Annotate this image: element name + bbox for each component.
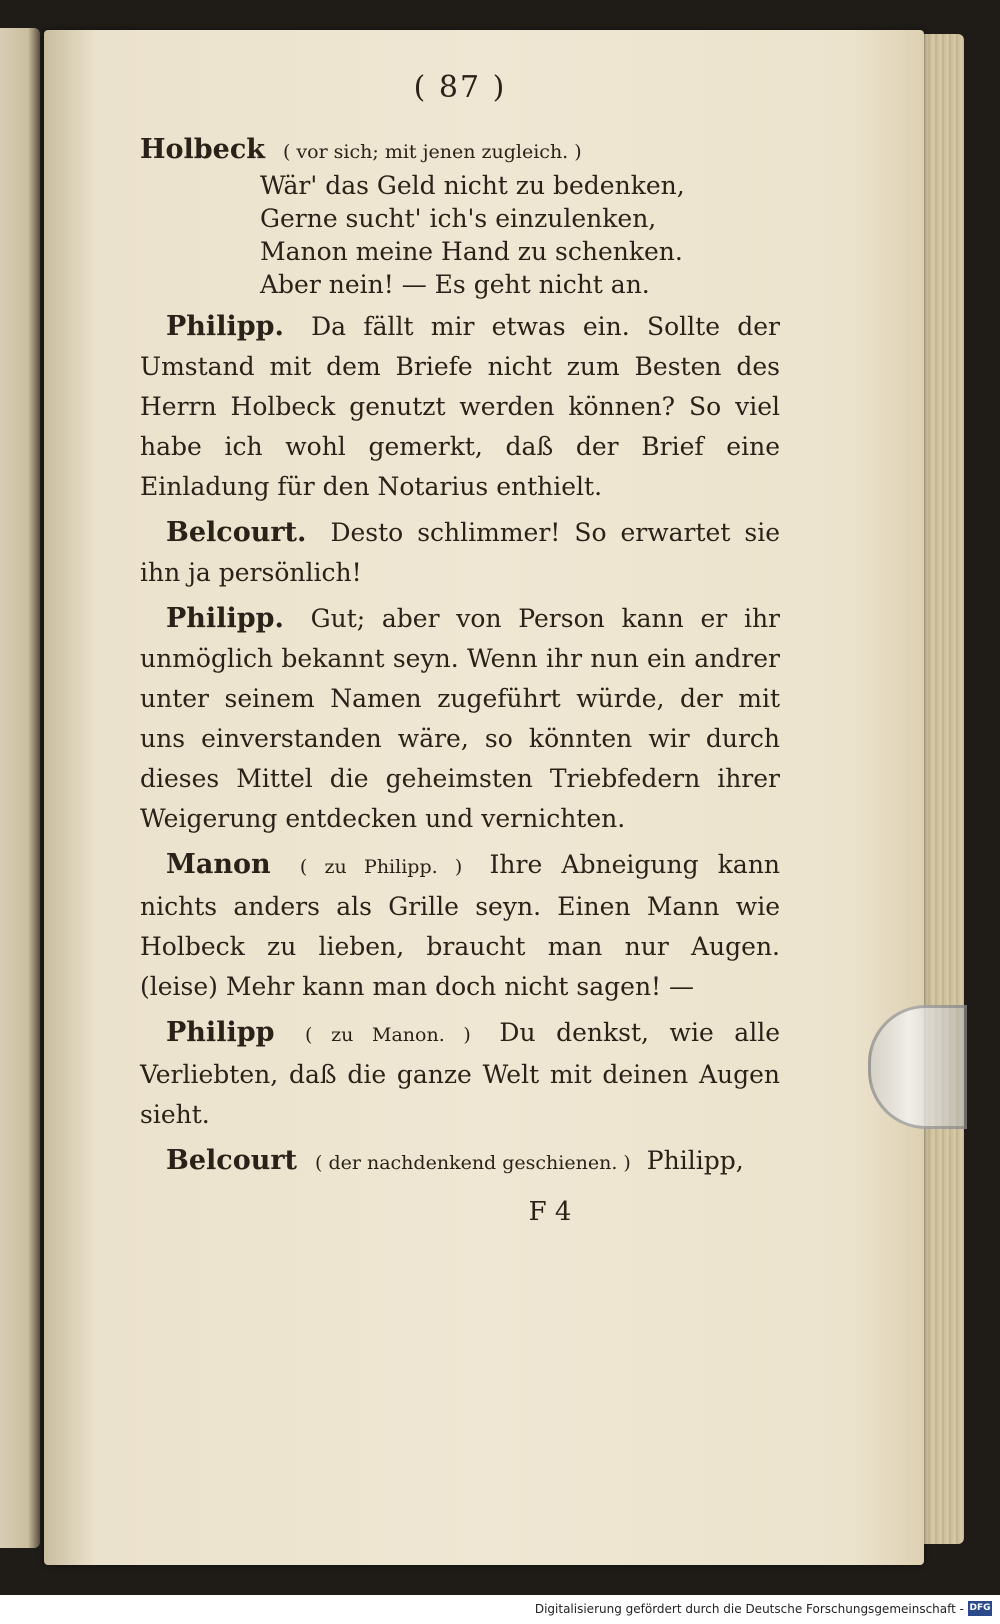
- stage-direction: ( zu Philipp. ): [299, 856, 463, 878]
- verse-line: Manon meine Hand zu schenken.: [260, 237, 683, 266]
- speaker-name: Belcourt.: [166, 517, 307, 548]
- verse-block: [260, 169, 780, 301]
- footer-bar: [0, 1595, 1000, 1624]
- page-clip: [868, 1005, 967, 1129]
- page-stack-edge: [924, 34, 964, 1544]
- dfg-logo-icon: DFG: [968, 1601, 992, 1616]
- speech-text: Du denkst, wie alle Verliebten, daß die ganze Welt mit deinen Augen sieht.: [140, 1018, 780, 1129]
- speech-philipp-1: [140, 307, 780, 507]
- speech-belcourt-1: [140, 513, 780, 593]
- speech-text: Da fällt mir etwas ein. Sollte der Umstand mit dem Briefe nicht zum Besten des Herrn Holbeck genutzt werden können? So viel habe ich wohl gemerkt, daß der Brief eine Einladung für den Notarius enthielt.: [140, 312, 780, 501]
- verse-line: Wär' das Geld nicht zu bedenken,: [260, 171, 685, 200]
- stage-direction: ( vor sich; mit jenen zugleich. ): [282, 141, 582, 163]
- funding-credit: Digitalisierung gefördert durch die Deutsche Forschungsgemeinschaft -: [534, 1602, 964, 1616]
- speech-text: Philipp,: [646, 1146, 744, 1175]
- speaker-name: Philipp.: [166, 603, 284, 634]
- speech-text: Gut; aber von Person kann er ihr unmöglich bekannt seyn. Wenn ihr nun ein andrer unter seinem Namen zugeführt würde, der mit uns einverstanden wäre, so könnten wir durch dieses Mittel die geheimsten Triebfedern ihrer Weigerung entdecken und vernichten.: [140, 604, 780, 833]
- speech-belcourt-2: [140, 1141, 780, 1183]
- speaker-name: Belcourt: [166, 1145, 298, 1176]
- verse-line: Aber nein! — Es geht nicht an.: [260, 270, 650, 299]
- signature-mark: F 4: [528, 1197, 572, 1227]
- stage-direction: ( zu Manon. ): [305, 1024, 471, 1046]
- speech-text: Ihre Abneigung kann nichts anders als Grille seyn. Einen Mann wie Holbeck zu lieben, braucht man nur Augen. (leise) Mehr kann man doch nicht sagen! —: [140, 850, 781, 1001]
- speech-manon: [140, 845, 780, 1007]
- speaker-name: Philipp.: [166, 311, 284, 342]
- speaker-name: Holbeck: [140, 134, 265, 165]
- stage-direction: ( der nachdenkend geschienen. ): [315, 1152, 631, 1174]
- speech-holbeck: [140, 133, 780, 301]
- verse-line: Gerne sucht' ich's einzulenken,: [260, 204, 657, 233]
- speaker-name: Philipp: [166, 1017, 275, 1048]
- speech-philipp-3: [140, 1013, 780, 1135]
- page-number: ( 87 ): [413, 70, 507, 105]
- speech-text: Desto schlimmer! So erwartet sie ihn ja persönlich!: [140, 518, 780, 587]
- left-page-edge: [0, 28, 40, 1548]
- speech-philipp-2: [140, 599, 780, 839]
- page-content: [140, 70, 780, 1227]
- speaker-name: Manon: [166, 849, 271, 880]
